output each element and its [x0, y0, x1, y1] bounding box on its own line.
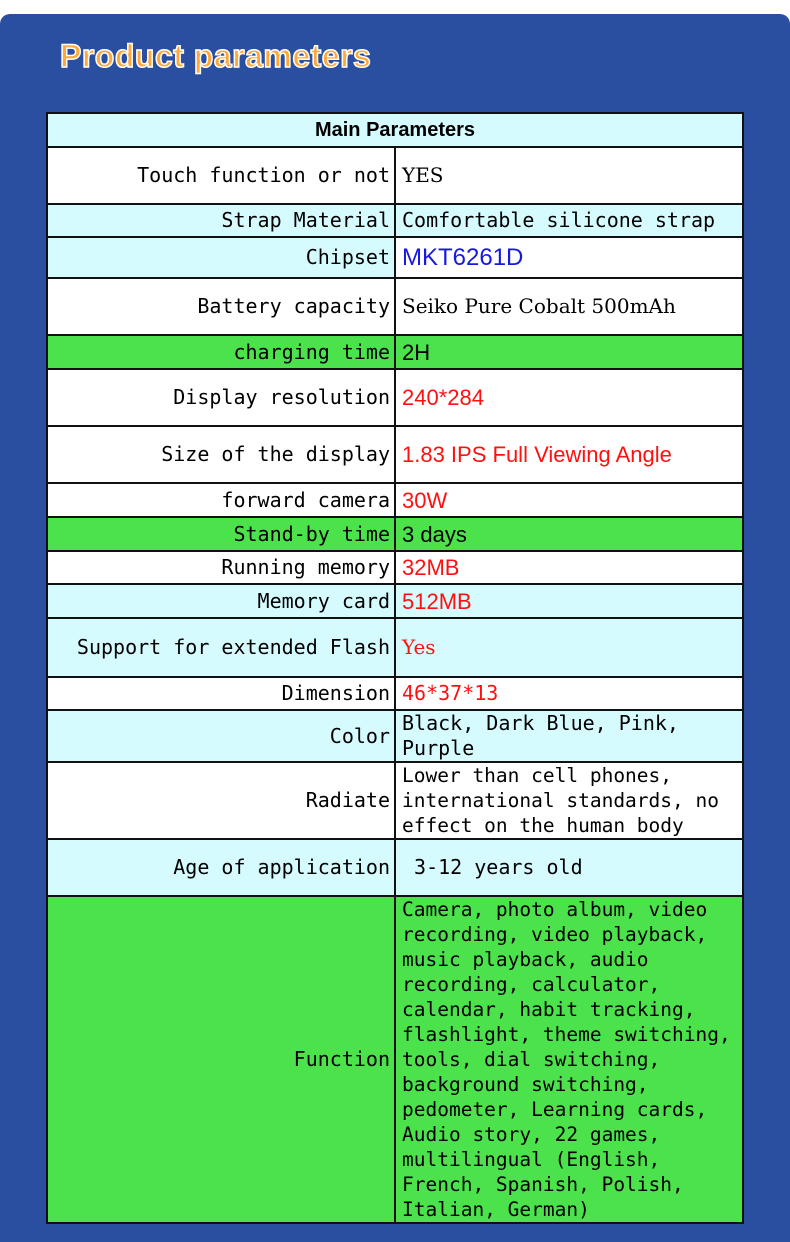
table-row: [47, 278, 743, 335]
table-row: [47, 517, 743, 551]
row-value-camera: 30W: [395, 483, 743, 517]
table-row: [47, 618, 743, 677]
row-label-dimension: Dimension: [47, 677, 395, 710]
table-row: [47, 147, 743, 204]
table-row: [47, 369, 743, 426]
row-value-chipset: MKT6261D: [395, 237, 743, 278]
row-value-memory-card: 512MB: [395, 584, 743, 618]
row-value-age: 3-12 years old: [395, 839, 743, 896]
row-value-resolution: 240*284: [395, 369, 743, 426]
row-label-charging: charging time: [47, 335, 395, 369]
row-label-flash: Support for extended Flash: [47, 618, 395, 677]
row-value-strap: Comfortable silicone strap: [395, 204, 743, 237]
row-value-display-size: 1.83 IPS Full Viewing Angle: [395, 426, 743, 483]
row-label-color: Color: [47, 710, 395, 762]
table-row: [47, 896, 743, 1223]
row-label-chipset: Chipset: [47, 237, 395, 278]
row-value-battery: Seiko Pure Cobalt 500mAh: [395, 278, 743, 335]
table-row: [47, 426, 743, 483]
row-value-flash: Yes: [395, 618, 743, 677]
table-row: [47, 839, 743, 896]
row-label-function: Function: [47, 896, 395, 1223]
row-label-standby: Stand-by time: [47, 517, 395, 551]
row-label-camera: forward camera: [47, 483, 395, 517]
table-row: [47, 335, 743, 369]
table-row: [47, 710, 743, 762]
row-label-resolution: Display resolution: [47, 369, 395, 426]
row-label-touch: Touch function or not: [47, 147, 395, 204]
table-row: [47, 237, 743, 278]
row-label-running-memory: Running memory: [47, 551, 395, 584]
table-row: [47, 677, 743, 710]
row-label-strap: Strap Material: [47, 204, 395, 237]
table-header: Main Parameters: [47, 113, 743, 147]
row-value-running-memory: 32MB: [395, 551, 743, 584]
table-row: [47, 584, 743, 618]
row-value-color: Black, Dark Blue, Pink, Purple: [395, 710, 743, 762]
row-value-dimension: 46*37*13: [395, 677, 743, 710]
row-value-radiate: Lower than cell phones, international standards, no effect on the human body: [395, 762, 743, 839]
row-label-radiate: Radiate: [47, 762, 395, 839]
row-value-function: Camera, photo album, video recording, video playback, music playback, audio recording, calculator, calendar, habit tracking, flashlight, theme switching, tools, dial switching, background switching, pedometer, Learning cards, Audio story, 22 games, multilingual (English, French, Spanish, Polish, Italian, German): [395, 896, 743, 1223]
row-label-memory-card: Memory card: [47, 584, 395, 618]
row-label-display-size: Size of the display: [47, 426, 395, 483]
table-row: [47, 204, 743, 237]
row-value-charging: 2H: [395, 335, 743, 369]
row-value-standby: 3 days: [395, 517, 743, 551]
row-label-battery: Battery capacity: [47, 278, 395, 335]
table-row: [47, 483, 743, 517]
row-value-touch: YES: [395, 147, 743, 204]
table-row: [47, 762, 743, 839]
page-title: Product parameters: [60, 38, 372, 74]
parameters-table: [46, 112, 744, 1224]
table-row: [47, 551, 743, 584]
row-label-age: Age of application: [47, 839, 395, 896]
